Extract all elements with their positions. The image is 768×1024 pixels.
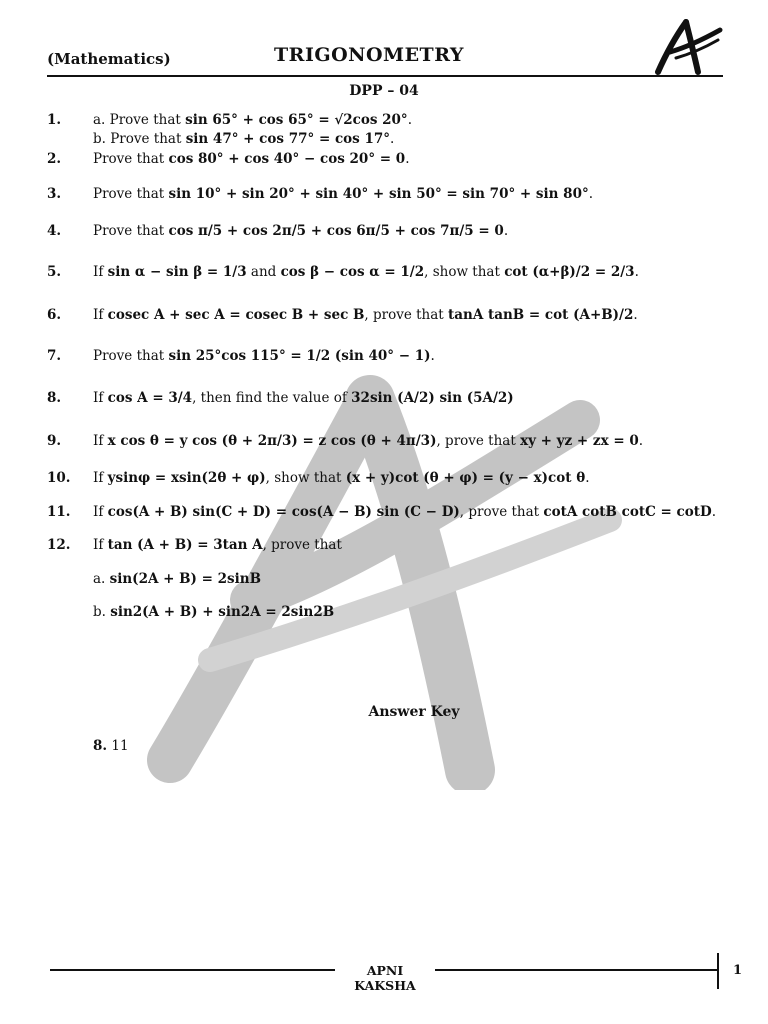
question-number: 10.: [47, 470, 71, 486]
question-number: 8.: [47, 390, 62, 406]
question-number: 6.: [47, 307, 62, 323]
question-text: b. Prove that sin 47° + cos 77° = cos 17°.: [93, 131, 395, 147]
question-number: 5.: [47, 264, 62, 280]
question-number: 4.: [47, 223, 62, 239]
question-text: Prove that sin 10° + sin 20° + sin 40° + sin 50° = sin 70° + sin 80°.: [93, 186, 594, 202]
answer-number: 8.: [93, 738, 108, 754]
question-text: Prove that cos 80° + cos 40° − cos 20° = 0.: [93, 151, 410, 167]
header-rule: [47, 75, 723, 77]
question-text: a. Prove that sin 65° + cos 65° = √2cos 20°.: [93, 112, 412, 128]
question-number: 3.: [47, 186, 62, 202]
footer-divider: [717, 953, 719, 989]
question-text: Prove that cos π/5 + cos 2π/5 + cos 6π/5 + cos 7π/5 = 0.: [93, 223, 509, 239]
question-text: If cosec A + sec A = cosec B + sec B, prove that tanA tanB = cot (A+B)/2.: [93, 307, 638, 323]
question-number: 2.: [47, 151, 62, 167]
question-number: 7.: [47, 348, 62, 364]
question-number: 1.: [47, 112, 62, 128]
question-number: 12.: [47, 537, 71, 553]
footer-rule-left: [50, 969, 335, 971]
question-text: a. sin(2A + B) = 2sinB: [93, 571, 262, 587]
page-title: TRIGONOMETRY: [274, 44, 464, 66]
answer-key-title: Answer Key: [368, 704, 460, 720]
question-text: If ysinφ = xsin(2θ + φ), show that (x + y)cot (θ + φ) = (y − x)cot θ.: [93, 470, 590, 486]
subject-label: (Mathematics): [47, 50, 171, 68]
question-text: If sin α − sin β = 1/3 and cos β − cos α = 1/2, show that cot (α+β)/2 = 2/3.: [93, 264, 639, 280]
question-number: 11.: [47, 504, 71, 520]
question-number: 9.: [47, 433, 62, 449]
question-text: If cos A = 3/4, then find the value of 32sin (A/2) sin (5A/2): [93, 390, 514, 406]
question-text: If x cos θ = y cos (θ + 2π/3) = z cos (θ + 4π/3), prove that xy + yz + zx = 0.: [93, 433, 644, 449]
footer-rule-right: [435, 969, 717, 971]
dpp-label: DPP – 04: [349, 83, 419, 99]
question-text: b. sin2(A + B) + sin2A = 2sin2B: [93, 604, 335, 620]
footer-brand: APNI KAKSHA: [354, 963, 416, 993]
page-number: 1: [733, 963, 743, 978]
question-text: If tan (A + B) = 3tan A, prove that: [93, 537, 342, 553]
question-text: If cos(A + B) sin(C + D) = cos(A − B) sin (C − D), prove that cotA cotB cotC = cotD.: [93, 504, 716, 520]
answer-item: [93, 738, 129, 754]
apni-kaksha-logo-icon: [652, 18, 724, 76]
answer-value: 11: [111, 738, 129, 754]
question-text: Prove that sin 25°cos 115° = 1/2 (sin 40° − 1).: [93, 348, 435, 364]
